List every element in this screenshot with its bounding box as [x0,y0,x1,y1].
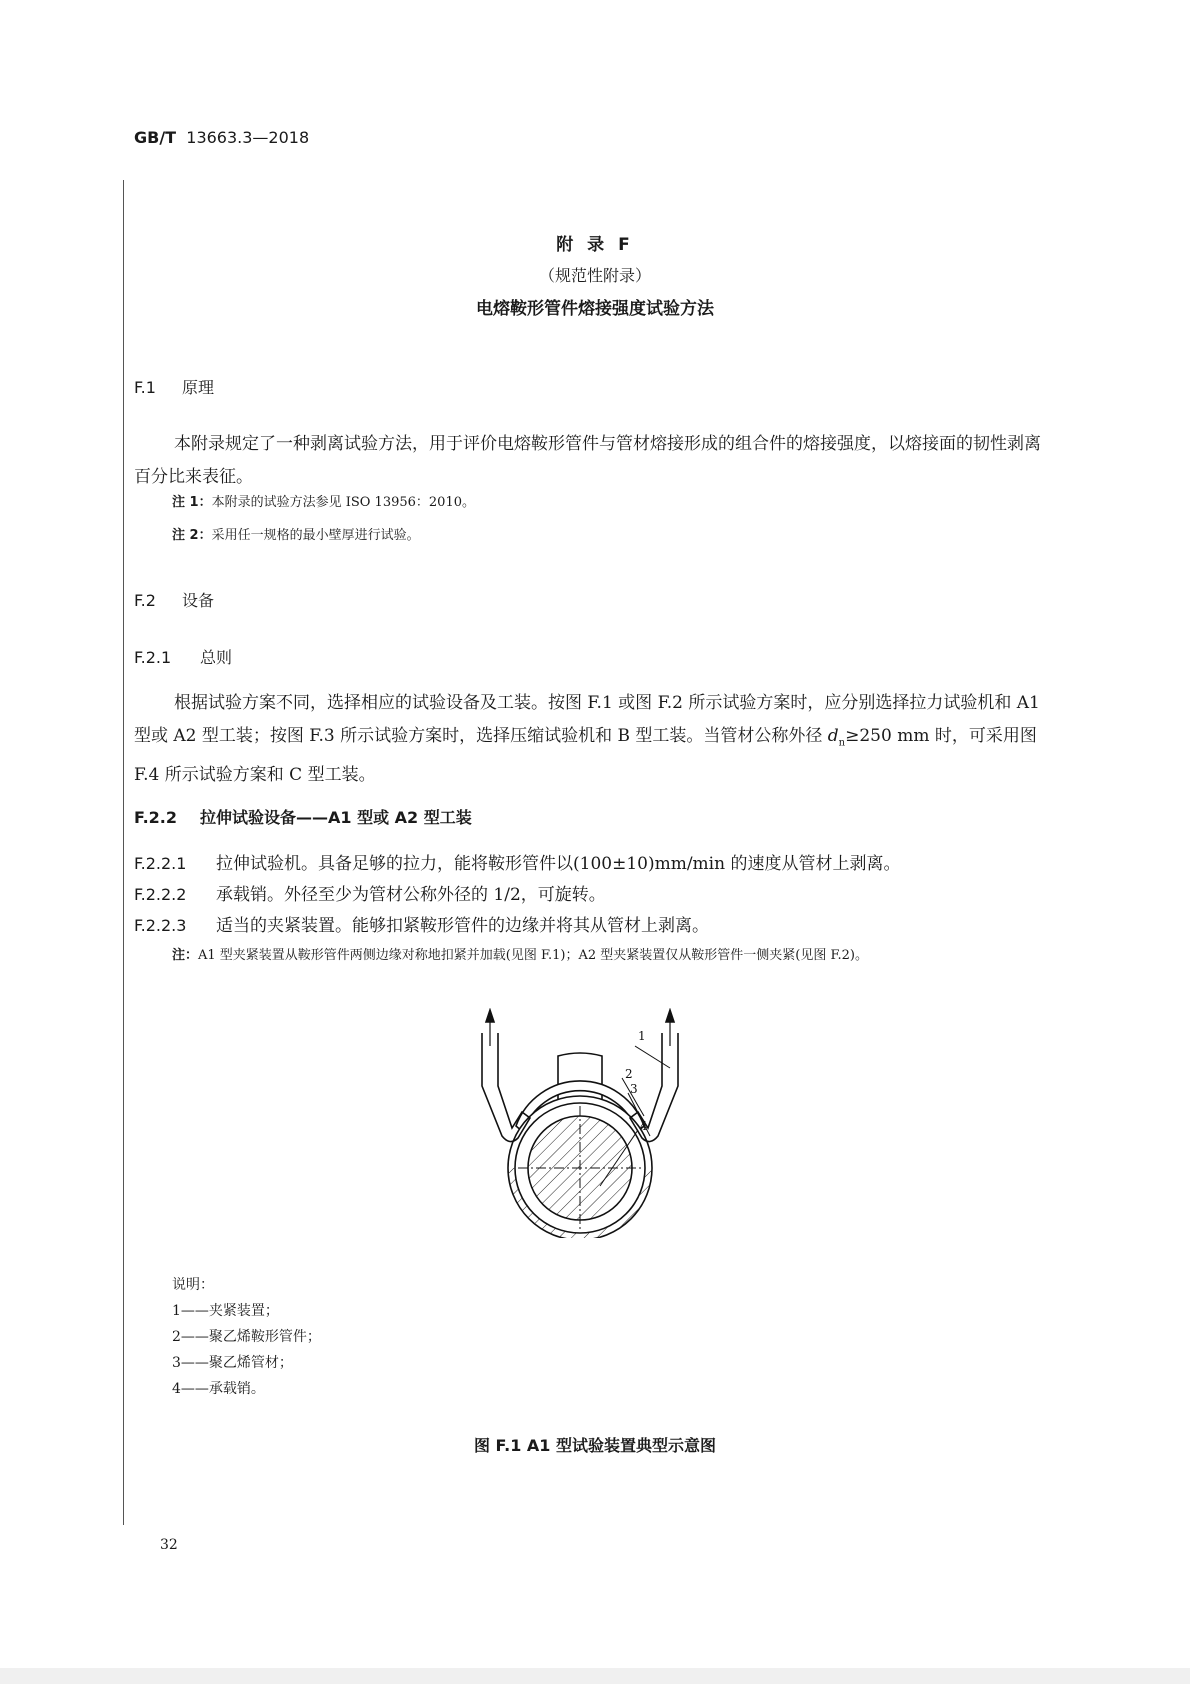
margin-rule [123,180,124,1525]
callout-2: 2 [625,1067,633,1081]
section-title: 总则 [200,648,233,667]
item-number: F.2.2.1 [134,854,187,873]
note-label: 注 2： [172,528,212,543]
item-f2-2-1 [134,849,900,874]
appendix-name: 电熔鞍形管件熔接强度试验方法 [476,299,714,319]
variable-d: d [827,726,839,746]
note-text: 采用任一规格的最小壁厚进行试验。 [211,528,420,543]
section-title: 设备 [182,591,215,610]
f1-note-1 [172,490,475,516]
figure-f1-diagram [470,1008,720,1238]
f21-text-b: ≥250 mm 时，可采用图 F.4 所示试验方案和 C 型工装。 [134,726,1037,786]
section-heading-f1 [134,375,214,398]
legend-title: 说明： [172,1277,214,1293]
note-label: 注： [172,948,199,963]
legend-item-4: 4——承载销。 [172,1381,265,1397]
f1-paragraph: 本附录规定了一种剥离试验方法，用于评价电熔鞍形管件与管材熔接形成的组合件的熔接强度，以熔接面的韧性剥离百分比来表征。 [134,434,1041,487]
f1-note-2 [172,523,420,549]
standard-code [134,128,309,147]
section-heading-f2 [134,588,214,611]
callout-1: 1 [638,1029,646,1043]
figure-caption: 图 F.1 A1 型试验装置典型示意图 [473,1436,717,1455]
standard-prefix: GB/T [134,128,177,147]
figure-legend [172,1272,321,1402]
page-number: 32 [160,1537,178,1553]
section-heading-f21 [134,645,232,668]
note-text: 本附录的试验方法参见 ISO 13956：2010。 [211,495,475,510]
item-number: F.2.2.3 [134,916,187,935]
section-title: 拉伸试验设备——A1 型或 A2 型工装 [200,808,472,827]
note-label: 注 1： [172,495,212,510]
page-bottom-strip [0,1668,1190,1684]
appendix-type: （规范性附录） [538,266,651,285]
item-f2-2-2 [134,880,606,905]
section-number: F.1 [134,378,156,397]
section-number: F.2 [134,591,156,610]
f22-note [172,943,1080,969]
legend-item-1: 1——夹紧装置； [172,1303,279,1319]
legend-item-3: 3——聚乙烯管材； [172,1355,293,1371]
f21-paragraph [134,687,1054,792]
appendix-title: 附 录 F [556,235,634,255]
item-text: 拉伸试验机。具备足够的拉力，能将鞍形管件以(100±10)mm/min 的速度从管材上剥离。 [216,854,901,874]
item-text: 承载销。外径至少为管材公称外径的 1/2，可旋转。 [216,885,606,905]
item-f2-2-3 [134,911,709,936]
section-heading-f22 [134,805,472,828]
item-text: 适当的夹紧装置。能够扣紧鞍形管件的边缘并将其从管材上剥离。 [216,916,709,936]
callout-3: 3 [630,1082,638,1096]
f21-text-a: 根据试验方案不同，选择相应的试验设备及工装。按图 F.1 或图 F.2 所示试验方案时，应分别选择拉力试验机和 A1 型或 A2 型工装；按图 F.3 所示试验方案时，选择压缩试验机和 B 型工装。当管材公称外径 [134,693,1040,746]
legend-item-2: 2——聚乙烯鞍形管件； [172,1329,321,1345]
variable-subscript: n [838,737,846,749]
note-text: A1 型夹紧装置从鞍形管件两侧边缘对称地扣紧并加载(见图 F.1)；A2 型夹紧装置仅从鞍形管件一侧夹紧(见图 F.2)。 [198,948,868,963]
item-number: F.2.2.2 [134,885,187,904]
section-title: 原理 [182,378,215,397]
section-number: F.2.1 [134,648,172,667]
standard-number: 13663.3—2018 [186,128,310,147]
callout-4: 4 [640,1119,648,1133]
section-number: F.2.2 [134,808,177,827]
